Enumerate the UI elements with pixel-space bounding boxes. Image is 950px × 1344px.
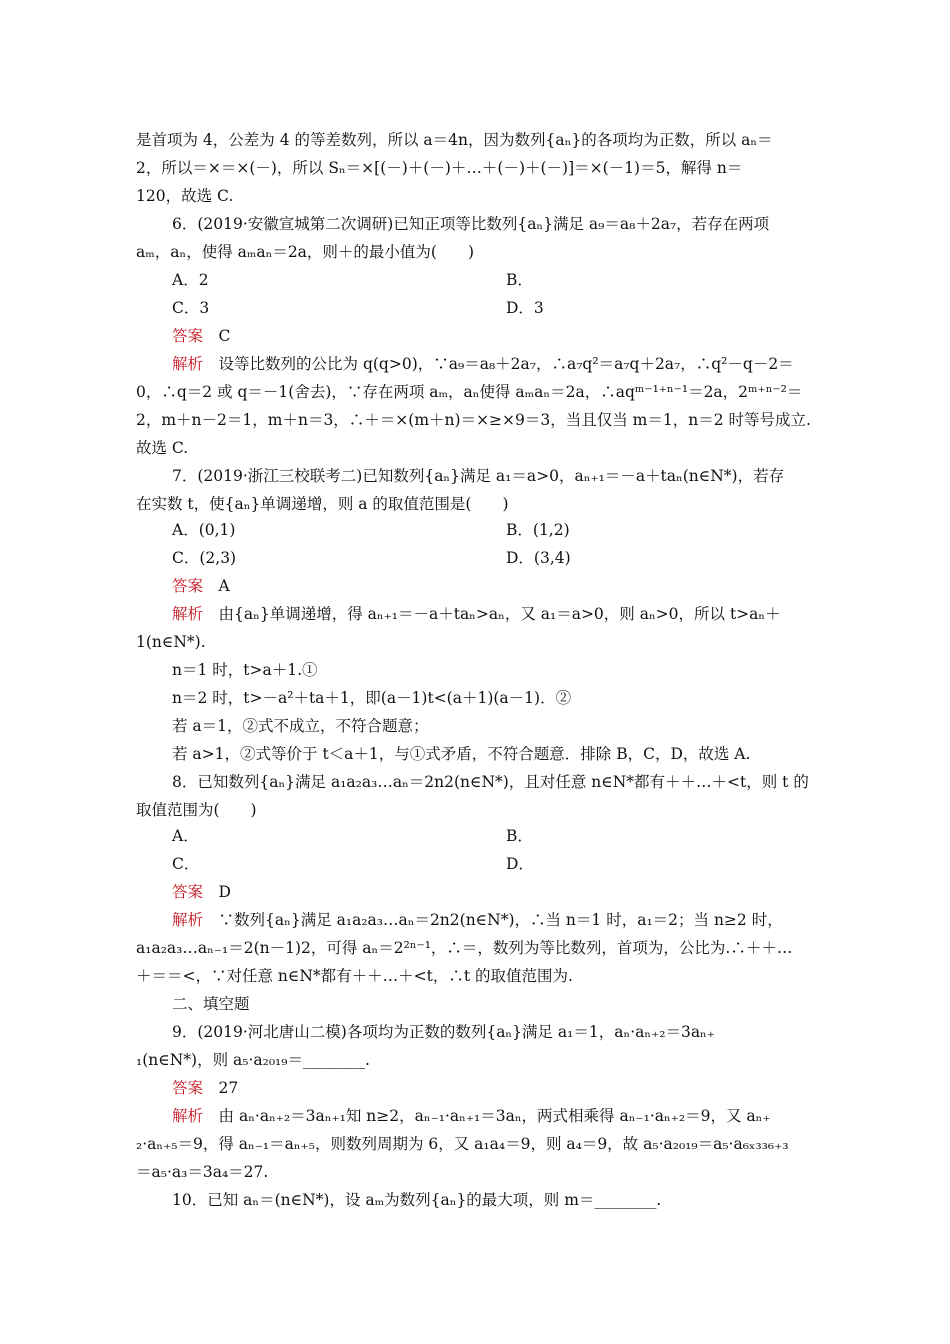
line-text: 在实数 t，使{aₙ}单调递增，则 a 的取值范围是( ): [136, 495, 509, 513]
line-text: 0，∴q＝2 或 q＝－1(舍去)，∵存在两项 aₘ，aₙ使得 aₘaₙ＝2a，∴aqᵐ⁻¹⁺ⁿ⁻¹＝2a，2ᵐ⁺ⁿ⁻²＝: [136, 383, 803, 401]
choice-option: D．3: [506, 299, 544, 317]
answer-label: 答案: [172, 883, 204, 901]
analysis-label: 解析: [172, 355, 204, 373]
text-line: [172, 716, 429, 736]
line-text: 取值范围为( ): [136, 801, 257, 819]
line-text: 7．(2019·浙江三校联考二)已知数列{aₙ}满足 a₁＝a>0，aₙ₊₁＝－a＋taₙ(n∈N*)，若存: [172, 467, 785, 485]
choice-option: C．: [172, 855, 200, 873]
choice-option: C．(2,3): [172, 549, 237, 567]
text-line: [136, 1050, 370, 1070]
line-text: aₘ，aₙ，使得 aₘaₙ＝2a，则＋的最小值为( ): [136, 243, 475, 261]
text-line: [172, 910, 783, 930]
line-text: 若 a＝1，②式不成立，不符合题意；: [172, 717, 429, 735]
line-text: 9．(2019·河北唐山二模)各项均为正数的数列{aₙ}满足 a₁＝1，aₙ·aₙ₊₂＝3aₙ₊: [172, 1023, 715, 1041]
answer-label: 答案: [172, 577, 204, 595]
label-gap: [203, 883, 219, 901]
label-gap: [203, 355, 219, 373]
line-text: 2，m＋n－2＝1，m＋n＝3，∴＋＝×(m＋n)＝×≥×9＝3，当且仅当 m＝1，n＝2 时等号成立.: [136, 411, 811, 429]
label-gap: [203, 1079, 219, 1097]
text-line: [136, 130, 773, 150]
label-gap: [203, 577, 219, 595]
line-text: 8．已知数列{aₙ}满足 a₁a₂a₃…aₙ＝2n2(n∈N*)，且对任意 n∈N*都有＋＋…＋<t，则 t 的: [172, 773, 809, 791]
text-line: [172, 1078, 238, 1098]
text-line: [136, 1134, 789, 1154]
answer-label: 答案: [172, 327, 204, 345]
text-line: [172, 660, 318, 680]
text-line: [136, 938, 792, 958]
text-line: [136, 1162, 268, 1182]
text-line: [172, 604, 781, 624]
analysis-label: 解析: [172, 605, 204, 623]
text-line: [136, 158, 742, 178]
line-text: n＝2 时，t>－a²＋ta＋1，即(a－1)t<(a＋1)(a－1)．②: [172, 689, 572, 707]
choice-option: B．: [506, 271, 533, 289]
line-text: n＝1 时，t>a＋1.①: [172, 661, 318, 679]
line-text: A: [218, 577, 230, 595]
choice-option: A．: [172, 827, 199, 845]
line-text: ＋＝＝<，∵对任意 n∈N*都有＋＋…＋<t，∴t 的取值范围为.: [136, 967, 573, 985]
label-gap: [203, 327, 219, 345]
line-text: 若 a>1，②式等价于 t＜a＋1，与①式矛盾，不符合题意．排除 B，C，D，故选 A.: [172, 745, 751, 763]
line-text: 27: [218, 1079, 239, 1097]
line-text: 120，故选 C.: [136, 187, 234, 205]
choice-option: D．: [506, 855, 534, 873]
text-line: [172, 326, 230, 346]
text-line: [172, 576, 230, 596]
text-line: [172, 882, 231, 902]
text-line: [172, 688, 571, 708]
line-text: 10．已知 aₙ＝(n∈N*)，设 aₘ为数列{aₙ}的最大项，则 m＝________.: [172, 1191, 662, 1209]
text-line: [136, 632, 206, 652]
line-text: ＝a₅·a₃＝3a₄＝27.: [136, 1163, 269, 1181]
answer-label: 答案: [172, 1079, 204, 1097]
choice-option: B．: [506, 827, 533, 845]
choice-option: B．(1,2): [506, 521, 570, 539]
line-text: 1(n∈N*).: [136, 633, 206, 651]
line-text: 二、填空题: [172, 995, 250, 1013]
choice-option: C．3: [172, 299, 210, 317]
line-text: D: [218, 883, 231, 901]
choice-option: A．(0,1): [172, 521, 236, 539]
text-line: [172, 214, 769, 234]
line-text: 设等比数列的公比为 q(q>0)，∵a₉＝a₈＋2a₇，∴a₇q²＝a₇q＋2a₇，∴q²－q－2＝: [218, 355, 794, 373]
line-text: C: [218, 327, 231, 345]
analysis-label: 解析: [172, 911, 204, 929]
text-line: [172, 772, 809, 792]
text-line: [172, 1106, 771, 1126]
text-line: [172, 1190, 661, 1210]
text-line: [172, 744, 750, 764]
line-text: ∵数列{aₙ}满足 a₁a₂a₃…aₙ＝2n2(n∈N*)，∴当 n＝1 时，a₁＝2；当 n≥2 时，: [218, 911, 783, 929]
text-line: [172, 354, 794, 374]
choice-option: A．2: [172, 271, 209, 289]
text-line: [136, 186, 233, 206]
line-text: 是首项为 4，公差为 4 的等差数列，所以 a＝4n，因为数列{aₙ}的各项均为正数，所以 aₙ＝: [136, 131, 773, 149]
line-text: 故选 C.: [136, 439, 189, 457]
text-line: [136, 242, 474, 262]
line-text: 由 aₙ·aₙ₊₂＝3aₙ₊₁知 n≥2，aₙ₋₁·aₙ₊₁＝3aₙ，两式相乘得 aₙ₋₁·aₙ₊₂＝9，又 aₙ₊: [218, 1107, 771, 1125]
text-line: [136, 966, 573, 986]
text-line: [172, 466, 784, 486]
choice-option: D．(3,4): [506, 549, 571, 567]
line-text: 由{aₙ}单调递增，得 aₙ₊₁＝－a＋taₙ>aₙ，又 a₁＝a>0，则 aₙ>0，所以 t>aₙ＋: [218, 605, 781, 623]
analysis-label: 解析: [172, 1107, 204, 1125]
line-text: 2，所以＝×＝×(－)，所以 Sₙ＝×[(－)＋(－)＋…＋(－)＋(－)]＝×(－1)＝5，解得 n＝: [136, 159, 743, 177]
label-gap: [203, 1107, 219, 1125]
text-line: [136, 382, 802, 402]
text-line: [172, 1022, 715, 1042]
line-text: 6．(2019·安徽宣城第二次调研)已知正项等比数列{aₙ}满足 a₉＝a₈＋2a₇，若存在两项: [172, 215, 770, 233]
text-line: [136, 438, 188, 458]
label-gap: [203, 605, 219, 623]
text-line: [136, 800, 257, 820]
text-line: [136, 494, 509, 514]
text-line: [172, 994, 250, 1014]
line-text: ₂·aₙ₊₅＝9，得 aₙ₋₁＝aₙ₊₅，则数列周期为 6，又 a₁a₄＝9，则 a₄＝9，故 a₅·a₂₀₁₉＝a₅·a₆ₓ₃₃₆₊₃: [136, 1135, 789, 1153]
text-line: [136, 410, 811, 430]
line-text: a₁a₂a₃…aₙ₋₁＝2(n－1)2，可得 aₙ＝2²ⁿ⁻¹，∴＝，数列为等比数列，首项为，公比为.∴＋＋…: [136, 939, 793, 957]
line-text: ₁(n∈N*)，则 a₅·a₂₀₁₉＝________.: [136, 1051, 370, 1069]
label-gap: [203, 911, 219, 929]
